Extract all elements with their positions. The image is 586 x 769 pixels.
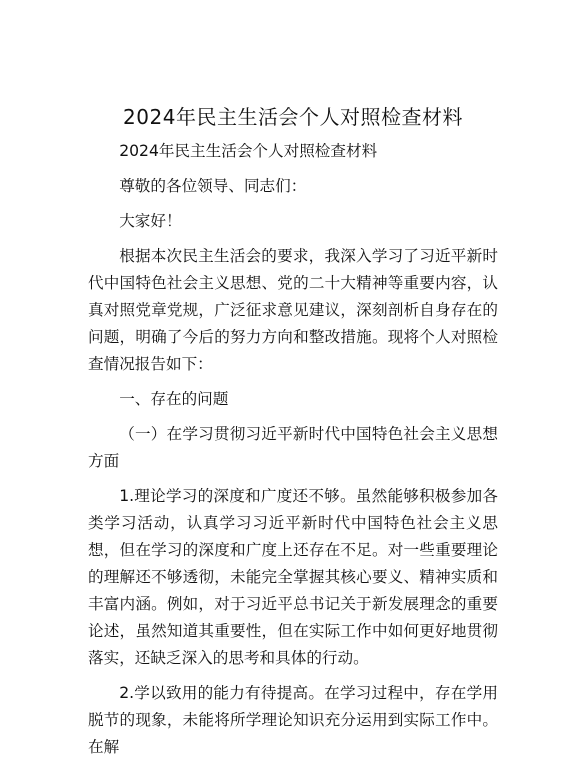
greeting-paragraph: 大家好！ [119, 212, 182, 230]
subsection-heading: （一）在学习贯彻习近平新时代中国特色社会主义思想方面 [88, 425, 498, 470]
document-title: 2024年民主生活会个人对照检查材料 [123, 105, 463, 129]
intro-paragraph: 根据本次民主生活会的要求，我深入学习了习近平新时代中国特色社会主义思想、党的二十大精神等重要内容，认真对照党章党规，广泛征求意见建议，深刻剖析自身存在的问题，明确了今后的努力方向和整改措施。现将个人对照检查情况报告如下： [88, 247, 498, 373]
salutation-paragraph: 尊敬的各位领导、同志们： [119, 177, 307, 195]
body-paragraph: 2.学以致用的能力有待提高。在学习过程中，存在学用脱节的现象，未能将所学理论知识充分运用到实际工作中。在解 [88, 684, 498, 756]
section-heading: 一、存在的问题 [119, 390, 229, 408]
subtitle-paragraph: 2024年民主生活会个人对照检查材料 [119, 142, 378, 160]
document-body [88, 138, 498, 769]
body-paragraph: 1.理论学习的深度和广度还不够。虽然能够积极参加各类学习活动，认真学习习近平新时代中国特色社会主义思想，但在学习的深度和广度上还存在不足。对一些重要理论的理解还不够透彻，未能完全掌握其核心要义、精神实质和丰富内涵。例如，对于习近平总书记关于新发展理念的重要论述，虽然知道其重要性，但在实际工作中如何更好地贯彻落实，还缺乏深入的思考和具体的行动。 [88, 487, 498, 667]
